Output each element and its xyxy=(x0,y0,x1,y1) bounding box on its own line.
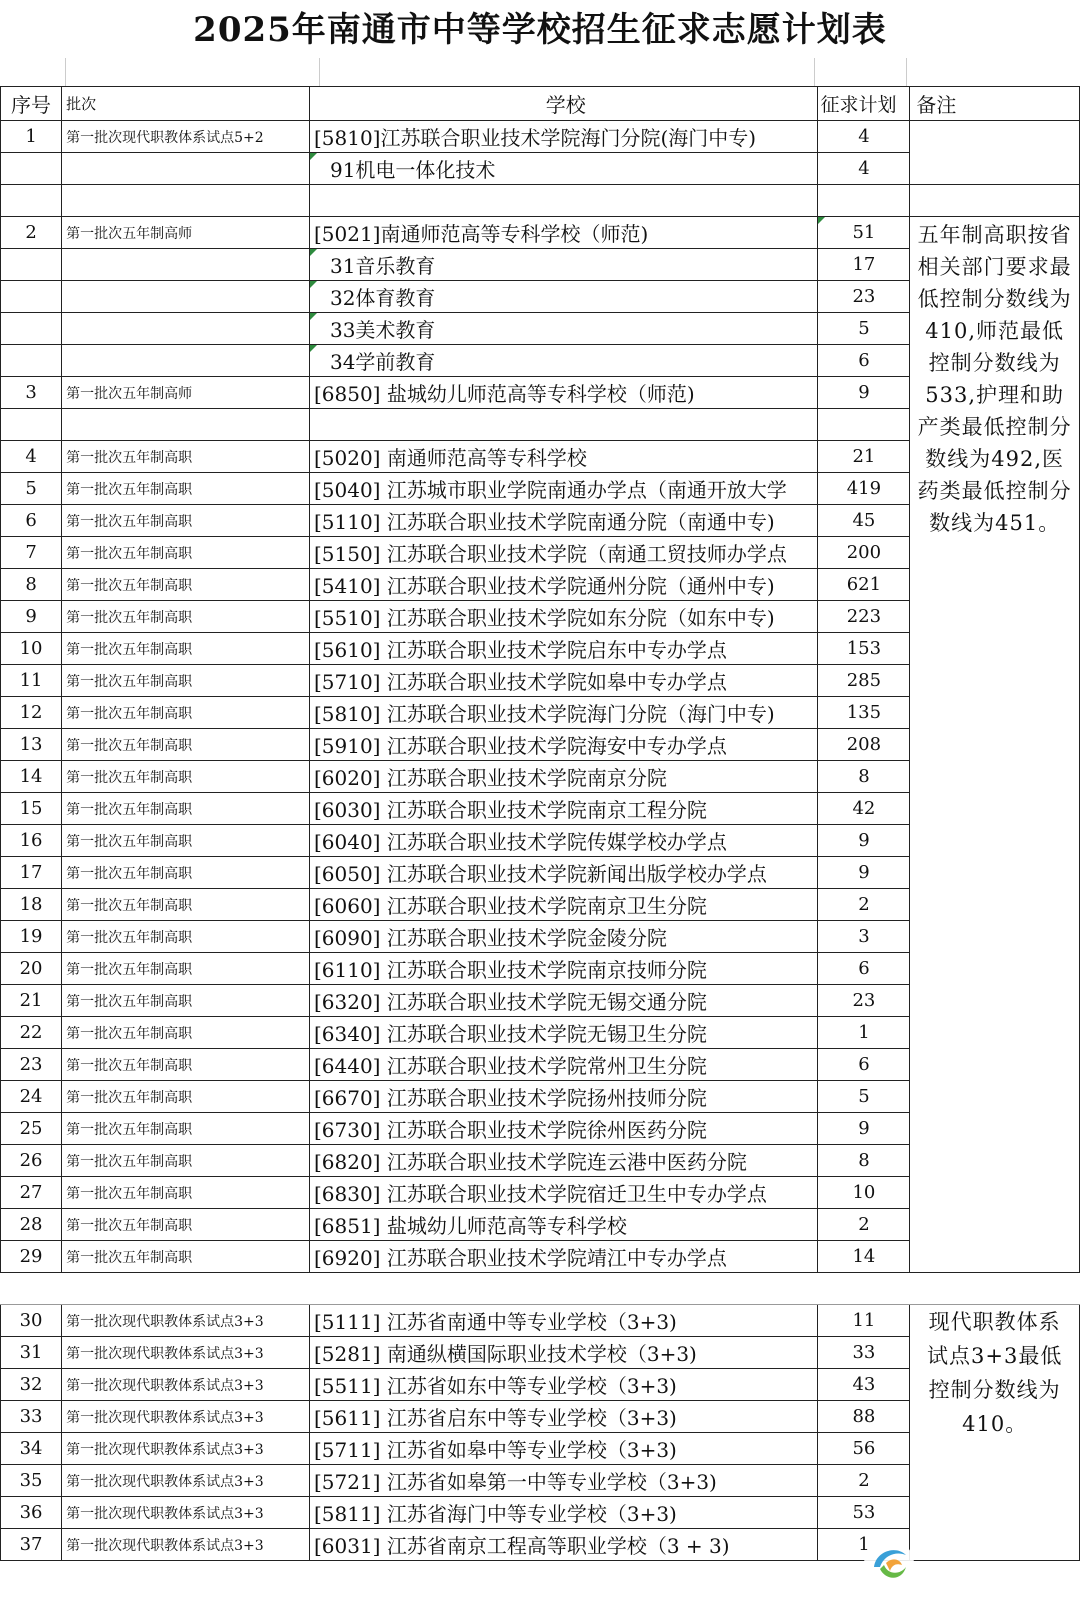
batch-cell xyxy=(62,153,310,185)
plan-cell: 6 xyxy=(818,1049,910,1081)
batch-cell: 第一批次现代职教体系试点3+3 xyxy=(62,1433,310,1465)
seq-cell: 9 xyxy=(1,601,62,633)
batch-cell: 第一批次五年制高职 xyxy=(62,665,310,697)
page-title: 2025年南通市中等学校招生征求志愿计划表 xyxy=(193,10,887,50)
plan-cell: 200 xyxy=(818,537,910,569)
school-cell: [6040] 江苏联合职业技术学院传媒学校办学点 xyxy=(309,825,818,857)
blank-cell xyxy=(309,185,818,217)
school-cell: [5410] 江苏联合职业技术学院通州分院（通州中专) xyxy=(309,569,818,601)
note-group2: 五年制高职按省相关部门要求最低控制分数线为410,师范最低控制分数线为533,护理和助产类最低控制分数线为492,医药类最低控制分数线为451。 xyxy=(910,217,1080,1273)
seq-cell: 15 xyxy=(1,793,62,825)
school-cell: 32体育教育 xyxy=(309,281,818,313)
seq-cell: 34 xyxy=(1,1433,62,1465)
seq-cell: 11 xyxy=(1,665,62,697)
seq-cell: 30 xyxy=(1,1305,62,1337)
watermark-logo-icon xyxy=(862,1537,916,1591)
batch-cell: 第一批次五年制高职 xyxy=(62,1209,310,1241)
school-cell: 91机电一体化技术 xyxy=(309,153,818,185)
seq-cell: 20 xyxy=(1,953,62,985)
plan-cell: 4 xyxy=(818,121,910,153)
plan-cell: 5 xyxy=(818,313,910,345)
seq-cell: 29 xyxy=(1,1241,62,1273)
batch-cell: 第一批次五年制高职 xyxy=(62,633,310,665)
seq-cell: 19 xyxy=(1,921,62,953)
school-cell: [5721] 江苏省如皋第一中等专业学校（3+3) xyxy=(309,1465,818,1497)
plan-cell: 1 xyxy=(818,1017,910,1049)
seq-cell xyxy=(1,249,62,281)
seq-cell: 37 xyxy=(1,1529,62,1561)
header-note: 备注 xyxy=(910,87,1080,121)
note-cell xyxy=(910,185,1080,217)
table-row xyxy=(1,121,1080,153)
plan-cell: 8 xyxy=(818,1145,910,1177)
batch-cell: 第一批次五年制高职 xyxy=(62,473,310,505)
batch-cell: 第一批次现代职教体系试点3+3 xyxy=(62,1369,310,1401)
header-row xyxy=(1,87,1080,121)
seq-cell: 31 xyxy=(1,1337,62,1369)
table-row xyxy=(1,217,1080,249)
seq-cell: 33 xyxy=(1,1401,62,1433)
seq-cell: 3 xyxy=(1,377,62,409)
plan-cell: 53 xyxy=(818,1497,910,1529)
plan-cell: 153 xyxy=(818,633,910,665)
plan-cell: 21 xyxy=(818,441,910,473)
seq-cell: 8 xyxy=(1,569,62,601)
batch-cell: 第一批次现代职教体系试点5+2 xyxy=(62,121,310,153)
plan-cell: 621 xyxy=(818,569,910,601)
gap-cell xyxy=(1,1273,1080,1305)
batch-cell: 第一批次五年制高职 xyxy=(62,825,310,857)
seq-cell xyxy=(1,153,62,185)
batch-cell: 第一批次五年制高职 xyxy=(62,1241,310,1273)
batch-cell: 第一批次五年制高职 xyxy=(62,537,310,569)
seq-cell: 23 xyxy=(1,1049,62,1081)
seq-cell: 22 xyxy=(1,1017,62,1049)
seq-cell: 7 xyxy=(1,537,62,569)
plan-cell: 2 xyxy=(818,889,910,921)
school-cell: [6851] 盐城幼儿师范高等专科学校 xyxy=(309,1209,818,1241)
batch-cell: 第一批次五年制高职 xyxy=(62,505,310,537)
school-cell: [6830] 江苏联合职业技术学院宿迁卫生中专办学点 xyxy=(309,1177,818,1209)
seq-cell: 35 xyxy=(1,1465,62,1497)
seq-cell: 14 xyxy=(1,761,62,793)
batch-cell: 第一批次五年制高职 xyxy=(62,441,310,473)
seq-cell: 28 xyxy=(1,1209,62,1241)
plan-cell: 223 xyxy=(818,601,910,633)
plan-cell: 11 xyxy=(818,1305,910,1337)
seq-cell: 24 xyxy=(1,1081,62,1113)
blank-cell xyxy=(818,185,910,217)
seq-cell: 16 xyxy=(1,825,62,857)
plan-cell: 3 xyxy=(818,921,910,953)
school-cell: [5150] 江苏联合职业技术学院（南通工贸技师办学点 xyxy=(309,537,818,569)
batch-cell: 第一批次五年制高职 xyxy=(62,1113,310,1145)
header-school: 学校 xyxy=(309,87,818,121)
plan-cell: 9 xyxy=(818,825,910,857)
school-cell: 33美术教育 xyxy=(309,313,818,345)
plan-cell: 1 xyxy=(818,1529,910,1561)
blank-row xyxy=(1,185,1080,217)
header-plan: 征求计划 xyxy=(818,87,910,121)
school-cell: [6730] 江苏联合职业技术学院徐州医药分院 xyxy=(309,1113,818,1145)
batch-cell: 第一批次五年制高师 xyxy=(62,377,310,409)
seq-cell: 5 xyxy=(1,473,62,505)
blank-cell xyxy=(818,409,910,441)
plan-cell: 2 xyxy=(818,1209,910,1241)
note-cell-group1 xyxy=(910,121,1080,185)
seq-cell xyxy=(1,313,62,345)
plan-cell: 135 xyxy=(818,697,910,729)
blank-cell xyxy=(62,409,310,441)
seq-cell xyxy=(1,345,62,377)
school-cell: [6850] 盐城幼儿师范高等专科学校（师范) xyxy=(309,377,818,409)
batch-cell: 第一批次现代职教体系试点3+3 xyxy=(62,1337,310,1369)
seq-cell: 12 xyxy=(1,697,62,729)
seq-cell xyxy=(1,281,62,313)
top-spacer xyxy=(0,58,1080,86)
plan-cell: 51 xyxy=(818,217,910,249)
plan-cell: 9 xyxy=(818,377,910,409)
header-seq: 序号 xyxy=(1,87,62,121)
plan-cell: 23 xyxy=(818,281,910,313)
school-cell: [6090] 江苏联合职业技术学院金陵分院 xyxy=(309,921,818,953)
school-cell: [6340] 江苏联合职业技术学院无锡卫生分院 xyxy=(309,1017,818,1049)
school-cell: [6820] 江苏联合职业技术学院连云港中医药分院 xyxy=(309,1145,818,1177)
plan-cell: 208 xyxy=(818,729,910,761)
batch-cell: 第一批次五年制高职 xyxy=(62,953,310,985)
batch-cell: 第一批次五年制高职 xyxy=(62,697,310,729)
plan-cell: 43 xyxy=(818,1369,910,1401)
batch-cell: 第一批次五年制高职 xyxy=(62,921,310,953)
batch-cell xyxy=(62,313,310,345)
batch-cell: 第一批次五年制高职 xyxy=(62,889,310,921)
plan-cell: 4 xyxy=(818,153,910,185)
plan-cell: 285 xyxy=(818,665,910,697)
batch-cell: 第一批次现代职教体系试点3+3 xyxy=(62,1401,310,1433)
school-cell: 31音乐教育 xyxy=(309,249,818,281)
batch-cell: 第一批次现代职教体系试点3+3 xyxy=(62,1529,310,1561)
batch-cell: 第一批次五年制高职 xyxy=(62,569,310,601)
seq-cell: 1 xyxy=(1,121,62,153)
school-cell: [6050] 江苏联合职业技术学院新闻出版学校办学点 xyxy=(309,857,818,889)
school-cell: [5110] 江苏联合职业技术学院南通分院（南通中专) xyxy=(309,505,818,537)
seq-cell: 10 xyxy=(1,633,62,665)
seq-cell: 32 xyxy=(1,1369,62,1401)
plan-cell: 17 xyxy=(818,249,910,281)
school-cell: [5710] 江苏联合职业技术学院如皋中专办学点 xyxy=(309,665,818,697)
plan-table xyxy=(0,86,1080,1561)
school-cell: [5020] 南通师范高等专科学校 xyxy=(309,441,818,473)
batch-cell: 第一批次现代职教体系试点3+3 xyxy=(62,1497,310,1529)
seq-cell: 26 xyxy=(1,1145,62,1177)
batch-cell: 第一批次五年制高职 xyxy=(62,729,310,761)
batch-cell: 第一批次五年制高职 xyxy=(62,1049,310,1081)
seq-cell: 17 xyxy=(1,857,62,889)
seq-cell: 6 xyxy=(1,505,62,537)
school-cell: [5021]南通师范高等专科学校（师范) xyxy=(309,217,818,249)
seq-cell: 27 xyxy=(1,1177,62,1209)
school-cell: [5611] 江苏省启东中等专业学校（3+3) xyxy=(309,1401,818,1433)
plan-cell: 10 xyxy=(818,1177,910,1209)
batch-cell: 第一批次五年制高职 xyxy=(62,761,310,793)
school-cell: [5711] 江苏省如皋中等专业学校（3+3) xyxy=(309,1433,818,1465)
plan-cell: 6 xyxy=(818,953,910,985)
plan-cell: 14 xyxy=(818,1241,910,1273)
school-cell: [6670] 江苏联合职业技术学院扬州技师分院 xyxy=(309,1081,818,1113)
plan-cell: 8 xyxy=(818,761,910,793)
seq-cell: 18 xyxy=(1,889,62,921)
batch-cell xyxy=(62,281,310,313)
plan-cell: 5 xyxy=(818,1081,910,1113)
school-cell: [5040] 江苏城市职业学院南通办学点（南通开放大学 xyxy=(309,473,818,505)
seq-cell: 4 xyxy=(1,441,62,473)
plan-cell: 9 xyxy=(818,1113,910,1145)
plan-cell: 419 xyxy=(818,473,910,505)
seq-cell: 25 xyxy=(1,1113,62,1145)
plan-cell: 23 xyxy=(818,985,910,1017)
table-row xyxy=(1,1305,1080,1337)
school-cell: [6110] 江苏联合职业技术学院南京技师分院 xyxy=(309,953,818,985)
seq-cell: 13 xyxy=(1,729,62,761)
batch-cell: 第一批次五年制高职 xyxy=(62,857,310,889)
plan-cell: 88 xyxy=(818,1401,910,1433)
blank-cell xyxy=(62,185,310,217)
school-cell: [6060] 江苏联合职业技术学院南京卫生分院 xyxy=(309,889,818,921)
batch-cell: 第一批次五年制高职 xyxy=(62,601,310,633)
plan-cell: 6 xyxy=(818,345,910,377)
blank-cell xyxy=(1,409,62,441)
blank-cell xyxy=(309,409,818,441)
school-cell: [6020] 江苏联合职业技术学院南京分院 xyxy=(309,761,818,793)
plan-cell: 2 xyxy=(818,1465,910,1497)
batch-cell: 第一批次五年制高师 xyxy=(62,217,310,249)
school-cell: [5811] 江苏省海门中等专业学校（3+3) xyxy=(309,1497,818,1529)
school-cell: [5281] 南通纵横国际职业技术学校（3+3) xyxy=(309,1337,818,1369)
school-cell: [6440] 江苏联合职业技术学院常州卫生分院 xyxy=(309,1049,818,1081)
school-cell: [5810]江苏联合职业技术学院海门分院(海门中专) xyxy=(309,121,818,153)
gap-row xyxy=(1,1273,1080,1305)
school-cell: [6920] 江苏联合职业技术学院靖江中专办学点 xyxy=(309,1241,818,1273)
school-cell: [5810] 江苏联合职业技术学院海门分院（海门中专) xyxy=(309,697,818,729)
seq-cell: 2 xyxy=(1,217,62,249)
plan-cell: 9 xyxy=(818,857,910,889)
batch-cell: 第一批次五年制高职 xyxy=(62,1177,310,1209)
school-cell: [5610] 江苏联合职业技术学院启东中专办学点 xyxy=(309,633,818,665)
batch-cell: 第一批次五年制高职 xyxy=(62,1145,310,1177)
batch-cell: 第一批次五年制高职 xyxy=(62,985,310,1017)
plan-cell: 45 xyxy=(818,505,910,537)
school-cell: [5510] 江苏联合职业技术学院如东分院（如东中专) xyxy=(309,601,818,633)
school-cell: [6031] 江苏省南京工程高等职业学校（3 + 3) xyxy=(309,1529,818,1561)
blank-cell xyxy=(1,185,62,217)
batch-cell: 第一批次五年制高职 xyxy=(62,1081,310,1113)
school-cell: [6030] 江苏联合职业技术学院南京工程分院 xyxy=(309,793,818,825)
batch-cell: 第一批次五年制高职 xyxy=(62,1017,310,1049)
school-cell: 34学前教育 xyxy=(309,345,818,377)
plan-cell: 56 xyxy=(818,1433,910,1465)
school-cell: [6320] 江苏联合职业技术学院无锡交通分院 xyxy=(309,985,818,1017)
batch-cell: 第一批次现代职教体系试点3+3 xyxy=(62,1305,310,1337)
school-cell: [5511] 江苏省如东中等专业学校（3+3) xyxy=(309,1369,818,1401)
batch-cell: 第一批次五年制高职 xyxy=(62,793,310,825)
batch-cell xyxy=(62,249,310,281)
note-group4: 现代职教体系试点3+3最低控制分数线为410。 xyxy=(910,1305,1080,1561)
batch-cell: 第一批次现代职教体系试点3+3 xyxy=(62,1465,310,1497)
batch-cell xyxy=(62,345,310,377)
plan-cell: 42 xyxy=(818,793,910,825)
plan-cell: 33 xyxy=(818,1337,910,1369)
school-cell: [5111] 江苏省南通中等专业学校（3+3) xyxy=(309,1305,818,1337)
school-cell: [5910] 江苏联合职业技术学院海安中专办学点 xyxy=(309,729,818,761)
header-batch: 批次 xyxy=(62,87,310,121)
seq-cell: 21 xyxy=(1,985,62,1017)
seq-cell: 36 xyxy=(1,1497,62,1529)
